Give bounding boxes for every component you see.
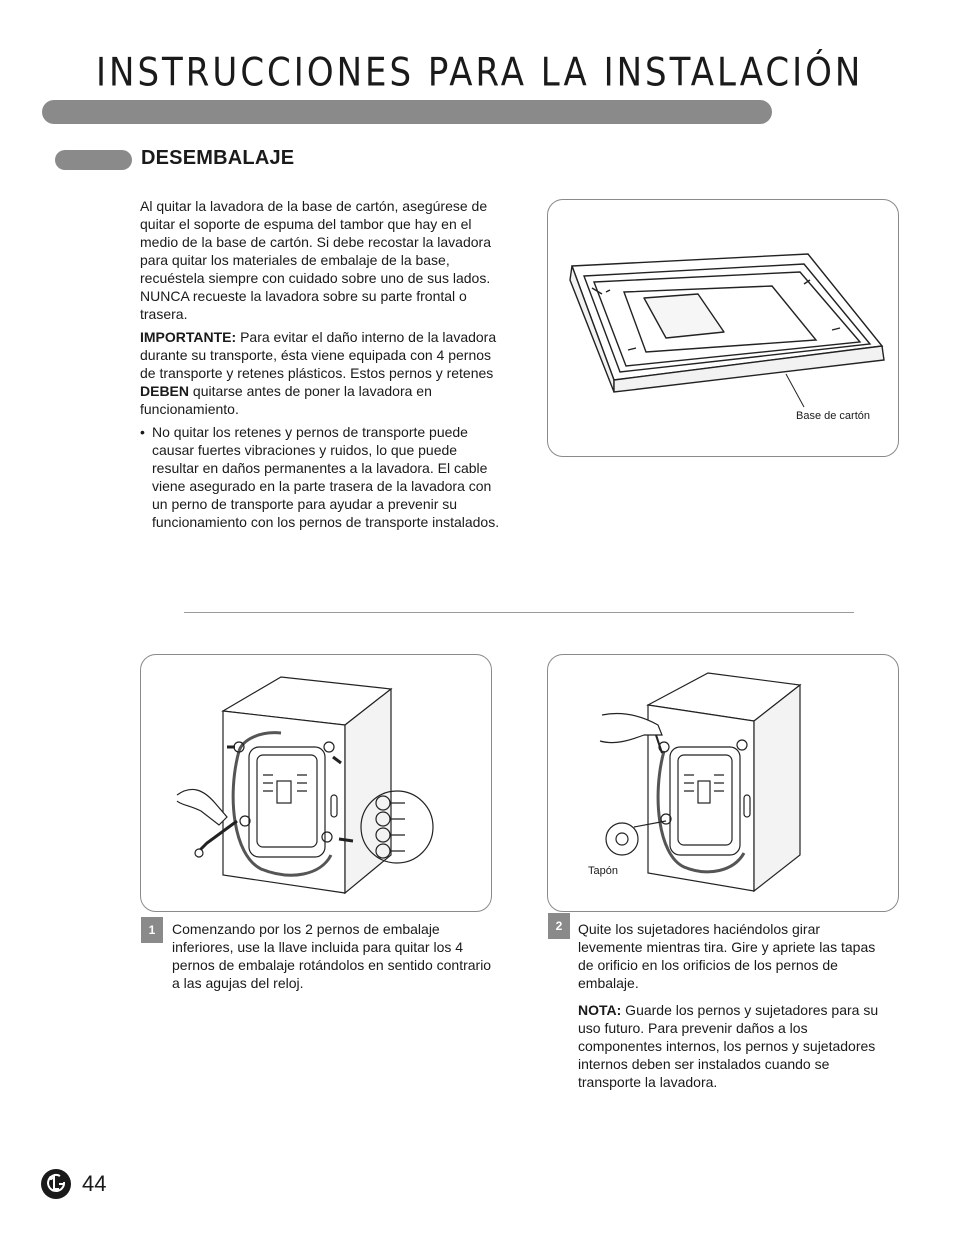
- step1-badge: 1: [141, 917, 163, 943]
- page-title: INSTRUCCIONES PARA LA INSTALACIÓN: [96, 50, 864, 96]
- cardboard-base-label: Base de cartón: [796, 410, 870, 422]
- important-paragraph: [140, 328, 500, 418]
- step1-figure: [140, 654, 492, 912]
- important-text-a: Para evitar el daño interno de la lavadora durante su transporte, ésta viene equipada con 4 pernos de transporte y retenes plásticos. Estos pernos y retenes: [140, 329, 497, 381]
- intro-paragraph: Al quitar la lavadora de la base de cartón, asegúrese de quitar el soporte de espuma del tambor que hay en el medio de la base de cartón. Si debe recostar la lavadora para quitar los materiales de embalaje de la base, recuéstela siempre con cuidado sobre uno de sus lados. NUNCA recueste la lavadora sobre su parte frontal o trasera.: [140, 198, 491, 322]
- step1-text: [172, 920, 492, 1001]
- bullet-text: No quitar los retenes y pernos de transporte puede causar fuertes vibraciones y ruidos, lo que puede resultar en daños permanentes a la lavadora. El cable viene asegurado en la parte trasera de la lavadora con un perno de transporte para ayudar a prevenir su funcionamiento con los pernos de transporte instalados.: [152, 424, 500, 530]
- step2-description: Quite los sujetadores haciéndolos girar levemente mientras tira. Gire y apriete las tapas de orificio en los orificios de los pernos de embalaje.: [578, 921, 876, 991]
- lg-logo-icon: [40, 1168, 72, 1200]
- note-text: Guarde los pernos y sujetadores para su uso futuro. Para prevenir daños a los componentes internos, los pernos y sujetadores internos deben ser instalados cuando se transporte la lavadora.: [578, 1002, 879, 1090]
- step2-text: [578, 920, 888, 1100]
- plug-label: Tapón: [588, 865, 618, 877]
- title-rule-bar: [42, 100, 772, 124]
- washer-back-wrench-illustration: [141, 655, 491, 911]
- warning-bullet: [140, 423, 500, 531]
- bullet-mark: •: [140, 424, 145, 440]
- section-divider: [184, 612, 854, 613]
- note-label: NOTA:: [578, 1002, 622, 1018]
- page-number: 44: [82, 1171, 107, 1196]
- section-marker-pill: [55, 150, 132, 170]
- step2-figure: [547, 654, 899, 912]
- intro-text: [140, 197, 500, 531]
- lg-logo: [40, 1168, 72, 1200]
- important-emphasis: DEBEN: [140, 383, 190, 399]
- section-heading: DESEMBALAJE: [141, 147, 295, 169]
- cardboard-base-figure: [547, 199, 899, 457]
- step1-description: Comenzando por los 2 pernos de embalaje inferiores, use la llave incluida para quitar los 4 pernos de embalaje rotándolos en sentido contrario a las agujas del reloj.: [172, 921, 492, 991]
- important-label: IMPORTANTE:: [140, 329, 237, 345]
- important-text-b: quitarse antes de poner la lavadora en funcionamiento.: [140, 383, 432, 417]
- step2-badge: 2: [548, 913, 570, 939]
- step2-note: [578, 1001, 888, 1091]
